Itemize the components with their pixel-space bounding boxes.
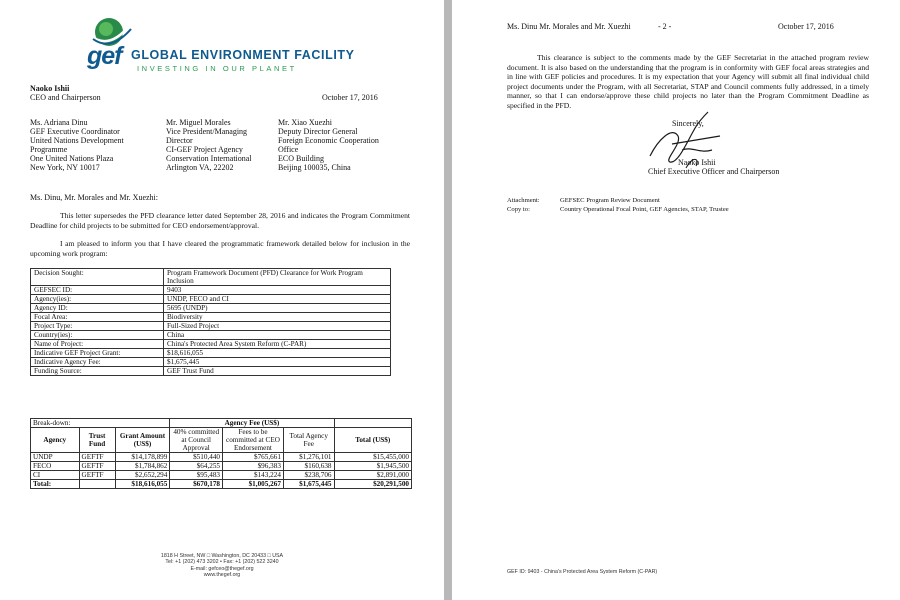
- recipient-line: New York, NY 10017: [30, 163, 100, 172]
- cell-fee-council: $95,483: [170, 471, 223, 480]
- detail-label: Name of Project:: [31, 340, 164, 349]
- signer-name: Naoko Ishii: [678, 158, 716, 167]
- page2-date: October 17, 2016: [778, 22, 834, 31]
- table-row: [31, 304, 391, 313]
- recipient-line: Mr. Miguel Morales: [166, 118, 231, 127]
- cell-grant: $1,784,862: [115, 462, 170, 471]
- cell-total: $2,891,000: [334, 471, 412, 480]
- org-tagline: INVESTING IN OUR PLANET: [137, 64, 297, 73]
- sender-name: Naoko Ishii: [30, 84, 70, 93]
- recipient-line: Arlington VA, 22202: [166, 163, 234, 172]
- detail-value: Full-Sized Project: [164, 322, 391, 331]
- table-row: [31, 349, 391, 358]
- recipient-line: Director: [166, 136, 193, 145]
- detail-label: Indicative Agency Fee:: [31, 358, 164, 367]
- detail-label: Project Type:: [31, 322, 164, 331]
- detail-value: Biodiversity: [164, 313, 391, 322]
- table-row: [31, 295, 391, 304]
- cell-total: $20,291,500: [334, 480, 412, 489]
- col-header-fee-ceo: Fees to be committed at CEO Endorsement: [223, 428, 284, 453]
- table-row: [31, 340, 391, 349]
- letter-footer: [0, 553, 444, 579]
- cell-fee-ceo: $765,661: [223, 453, 284, 462]
- detail-value: UNDP, FECO and CI: [164, 295, 391, 304]
- project-details-table: [30, 268, 391, 376]
- empty-cell: [334, 419, 412, 428]
- org-name: GLOBAL ENVIRONMENT FACILITY: [131, 48, 355, 62]
- cell-agency: CI: [31, 471, 80, 480]
- recipient-line: One United Nations Plaza: [30, 154, 114, 163]
- recipient-line: CI-GEF Project Agency: [166, 145, 243, 154]
- detail-value: Program Framework Document (PFD) Clearance for Work Program Inclusion: [164, 269, 391, 286]
- letter-date: October 17, 2016: [322, 93, 378, 102]
- recipient-line: United Nations Development: [30, 136, 124, 145]
- paragraph-supersedes: This letter supersedes the PFD clearance letter dated September 28, 2016 and indicates the Program Commitment Deadline for child projects to be submitted for CEO endorsement/approval.: [30, 211, 410, 230]
- detail-value: 5695 (UNDP): [164, 304, 391, 313]
- cell-grant: $2,652,294: [115, 471, 170, 480]
- recipient-line: Ms. Adriana Dinu: [30, 118, 88, 127]
- cell-fee-ceo: $143,224: [223, 471, 284, 480]
- recipient-line: Deputy Director General: [278, 127, 358, 136]
- copy-to-label: Copy to:: [507, 206, 530, 213]
- recipient-line: ECO Building: [278, 154, 325, 163]
- recipient-line: Conservation International: [166, 154, 252, 163]
- detail-label: GEFSEC ID:: [31, 286, 164, 295]
- col-header-fee-council: 40% committed at Council Approval: [170, 428, 223, 453]
- detail-label: Agency(ies):: [31, 295, 164, 304]
- col-header-trust-fund: Trust Fund: [79, 428, 115, 453]
- detail-label: Agency ID:: [31, 304, 164, 313]
- table-row: [31, 367, 391, 376]
- cell-grant: $14,178,899: [115, 453, 170, 462]
- detail-value: $1,675,445: [164, 358, 391, 367]
- copy-to-value: Country Operational Focal Point, GEF Agencies, STAP, Trustee: [560, 206, 729, 213]
- table-row: [31, 453, 412, 462]
- cell-total: $1,945,500: [334, 462, 412, 471]
- footer-phone: Tel: +1 (202) 473 3202 • Fax: +1 (202) 522 3240: [165, 559, 279, 566]
- cell-fee-total: $1,675,445: [283, 480, 334, 489]
- letter-page-1: [0, 0, 444, 600]
- col-header-fee-total: Total Agency Fee: [283, 428, 334, 453]
- cell-fee-ceo: $96,383: [223, 462, 284, 471]
- detail-label: Decision Sought:: [31, 269, 164, 286]
- breakdown-table: [30, 418, 412, 489]
- letter-page-2: [452, 0, 900, 600]
- recipient-line: GEF Executive Coordinator: [30, 127, 120, 136]
- attachment-label: Attachment:: [507, 197, 540, 204]
- table-row: [31, 419, 412, 428]
- cell-fee-total: $238,706: [283, 471, 334, 480]
- cell-fee-ceo: $1,005,267: [223, 480, 284, 489]
- attachment-value: GEFSEC Program Review Document: [560, 197, 660, 204]
- recipient-line: Office: [278, 145, 299, 154]
- totals-row: [31, 480, 412, 489]
- cell-fee-council: $670,178: [170, 480, 223, 489]
- closing: Sincerely,: [672, 119, 704, 128]
- footer-website: www.thegef.org: [203, 572, 241, 579]
- cell-total: $15,455,000: [334, 453, 412, 462]
- detail-value: China's Protected Area System Reform (C-PAR): [164, 340, 391, 349]
- table-row: [31, 322, 391, 331]
- cell-trust-fund: GEFTF: [79, 462, 115, 471]
- col-header-total: Total (US$): [334, 428, 412, 453]
- detail-value: GEF Trust Fund: [164, 367, 391, 376]
- recipient-line: Programme: [30, 145, 68, 154]
- gef-letterhead: [85, 14, 355, 74]
- detail-value: 9403: [164, 286, 391, 295]
- recipient-line: Foreign Economic Cooperation: [278, 136, 379, 145]
- table-row: [31, 462, 412, 471]
- cell-fee-council: $64,255: [170, 462, 223, 471]
- table-row: [31, 471, 412, 480]
- cell-grant: $18,616,055: [115, 480, 170, 489]
- cell-agency: FECO: [31, 462, 80, 471]
- detail-value: $18,616,055: [164, 349, 391, 358]
- page2-footer: GEF ID: 9403 - China's Protected Area System Reform (C-PAR): [507, 569, 658, 575]
- signer-title: Chief Executive Officer and Chairperson: [648, 167, 780, 176]
- page2-paragraph: This clearance is subject to the comments made by the GEF Secretariat in the attached program review document. It is also based on the understanding that the program is in conformity with GEF focal areas strategies and in line with GEF policies and procedures. It is my expectation that your Agency will submit all final individual child project documents under the Program, with all Secretariat, STAP and Council comments fully addressed, in a timely manner, so that I can endorse/approve these child projects no later than the Program Commitment Deadline as specified in the PFD.: [507, 53, 869, 110]
- cell-total-label: Total:: [31, 480, 80, 489]
- cell-trust-fund: GEFTF: [79, 471, 115, 480]
- cell-fee-council: $510,440: [170, 453, 223, 462]
- cell-trust-fund: GEFTF: [79, 453, 115, 462]
- detail-label: Country(ies):: [31, 331, 164, 340]
- detail-label: Indicative GEF Project Grant:: [31, 349, 164, 358]
- recipient-line: Vice President/Managing: [166, 127, 248, 136]
- detail-value: China: [164, 331, 391, 340]
- table-row: [31, 269, 391, 286]
- cell-fee-total: $1,276,101: [283, 453, 334, 462]
- agency-fee-header: Agency Fee (US$): [170, 419, 334, 428]
- col-header-grant: Grant Amount (US$): [115, 428, 170, 453]
- table-row: [31, 286, 391, 295]
- recipient-line: Mr. Xiao Xuezhi: [278, 118, 332, 127]
- detail-label: Funding Source:: [31, 367, 164, 376]
- breakdown-title: Break-down:: [31, 419, 170, 428]
- sender-title: CEO and Chairperson: [30, 93, 101, 102]
- col-header-agency: Agency: [31, 428, 80, 453]
- table-row: [31, 313, 391, 322]
- table-row: [31, 358, 391, 367]
- footer-email: E-mail: gefceo@thegef.org: [190, 565, 254, 572]
- table-header-row: [31, 428, 412, 453]
- recipient-line: Beijing 100035, China: [278, 163, 351, 172]
- cell-fee-total: $160,638: [283, 462, 334, 471]
- footer-address: 1818 H Street, NW □ Washington, DC 20433 □ USA: [160, 553, 284, 559]
- page2-header-names: Ms. Dinu Mr. Morales and Mr. Xuezhi: [507, 22, 631, 31]
- cell-trust-fund: [79, 480, 115, 489]
- salutation: Ms. Dinu, Mr. Morales and Mr. Xuezhi:: [30, 193, 158, 202]
- paragraph-clearance: I am pleased to inform you that I have cleared the programmatic framework detailed below for inclusion in the upcoming work program:: [30, 239, 410, 258]
- table-row: [31, 331, 391, 340]
- gef-logo-text: gef: [87, 42, 122, 70]
- cell-agency: UNDP: [31, 453, 80, 462]
- detail-label: Focal Area:: [31, 313, 164, 322]
- page2-page-number: - 2 -: [658, 22, 672, 31]
